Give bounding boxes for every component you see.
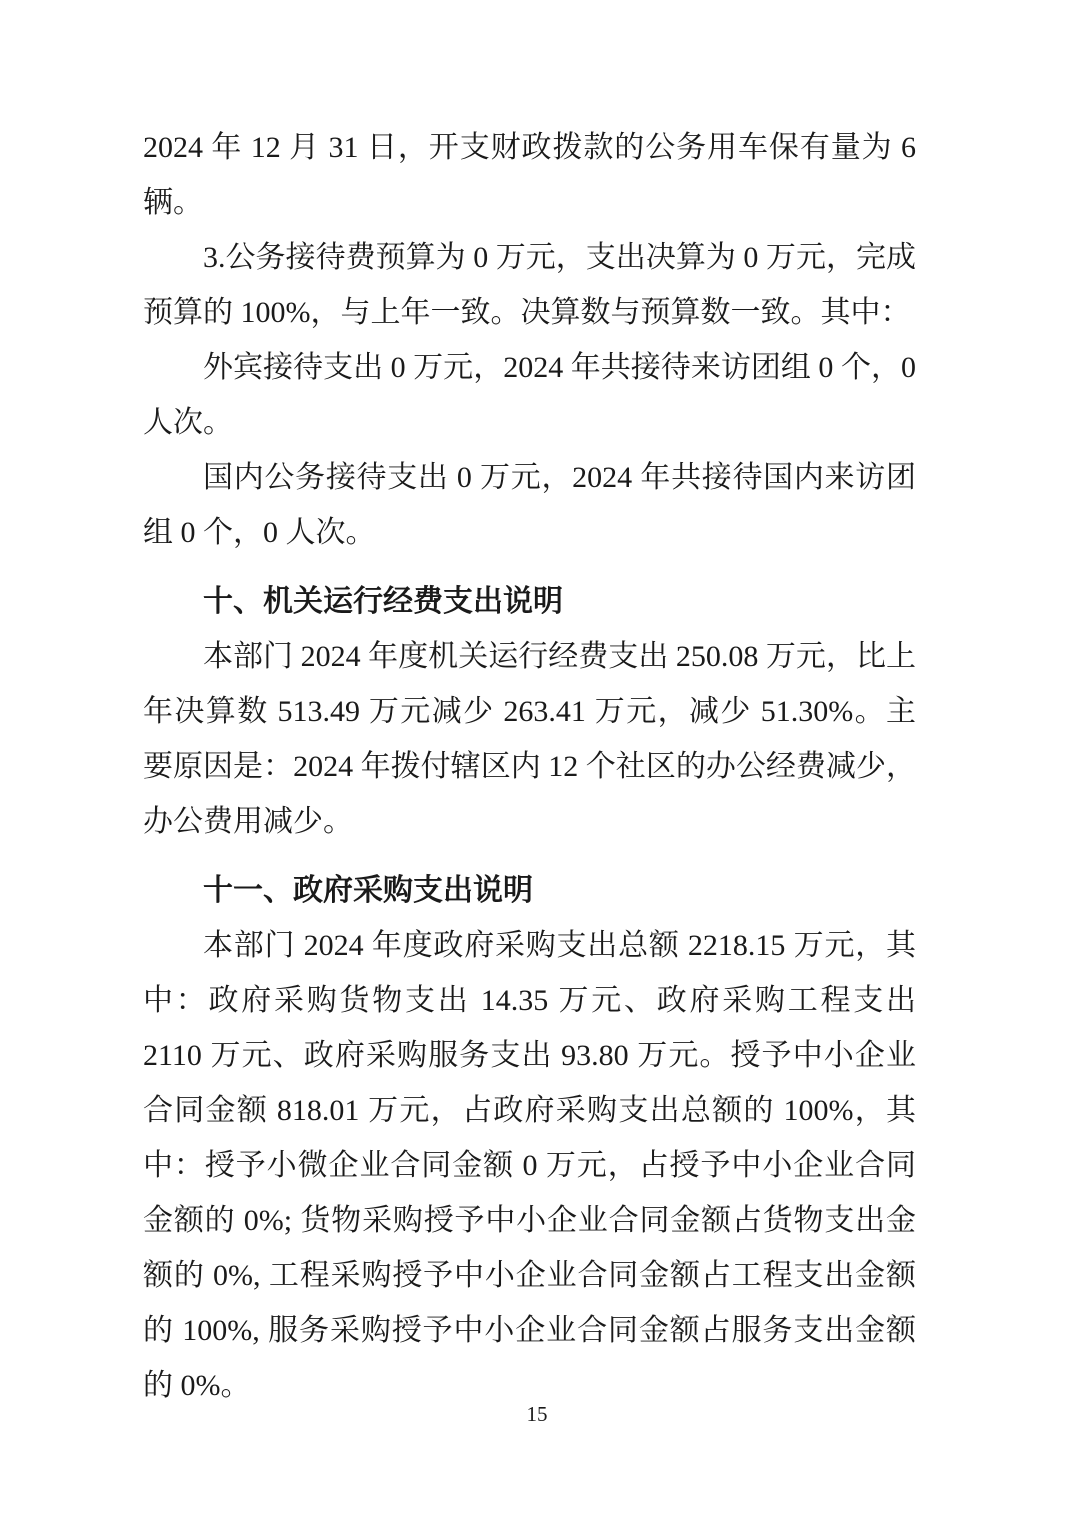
section-heading: 十一、政府采购支出说明 [203,874,533,907]
body-paragraph: 本部门 2024 年度机关运行经费支出 250.08 万元，比上年决算数 513.49 万元减少 263.41 万元，减少 51.30%。主要原因是：2024 年拨付辖区内 12 个社区的办公经费减少，办公费用减少。 [143,640,916,838]
body-paragraph: 本部门 2024 年度政府采购支出总额 2218.15 万元，其中：政府采购货物支出 14.35 万元、政府采购工程支出 2110 万元、政府采购服务支出 93.80 万元。授予中小企业合同金额 818.01 万元，占政府采购支出总额的 100%，其中：授予小微企业合同金额 0 万元，占授予中小企业合同金额的 0%; 货物采购授予中小企业合同金额占货物支出金额的 0%, 工程采购授予中小企业合同金额占工程支出金额的 100%, 服务采购授予中小企业合同金额占服务支出金额的 0%。 [143,929,916,1402]
section-heading: 十、机关运行经费支出说明 [203,585,563,618]
body-paragraph: 外宾接待支出 0 万元，2024 年共接待来访团组 0 个，0 人次。 [143,351,916,439]
page-number: 15 [526,1402,548,1426]
page-footer [0,1400,1074,1428]
body-paragraph: 国内公务接待支出 0 万元，2024 年共接待国内来访团组 0 个，0 人次。 [143,461,916,549]
body-paragraph: 3.公务接待费预算为 0 万元，支出决算为 0 万元，完成预算的 100%，与上年一致。决算数与预算数一致。其中： [143,241,916,329]
document-body [143,120,916,1413]
body-paragraph: 2024 年 12 月 31 日，开支财政拨款的公务用车保有量为 6 辆。 [143,131,916,219]
